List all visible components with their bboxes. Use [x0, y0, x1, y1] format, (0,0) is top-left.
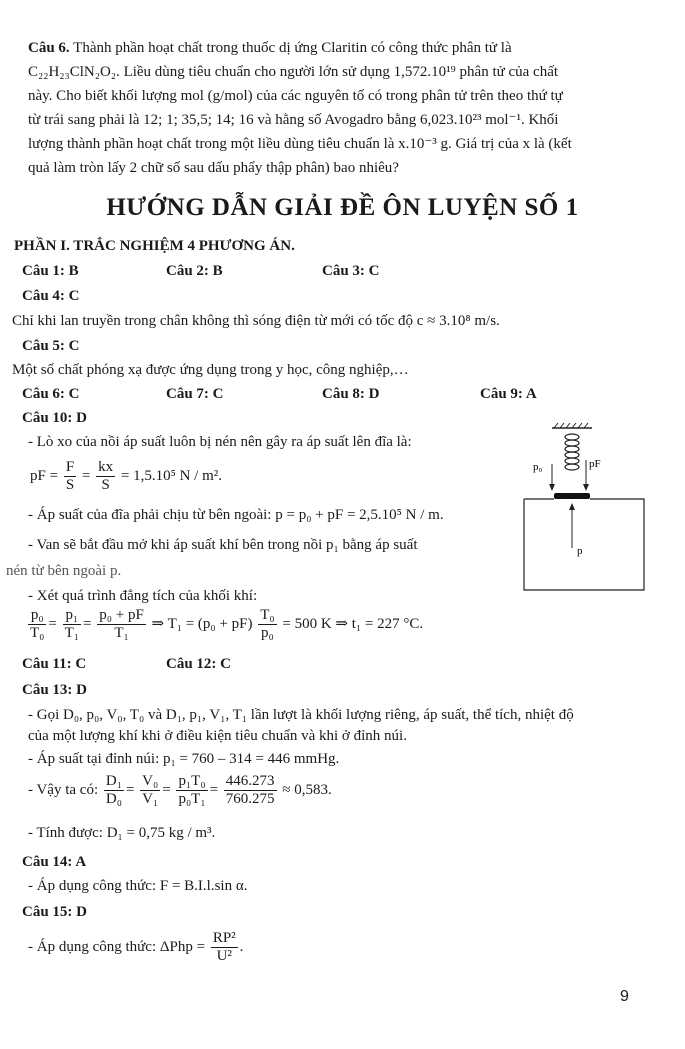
answer-10-line5: nén từ bên ngoài p. [6, 563, 122, 579]
pf-symbol: pF = [30, 467, 59, 484]
answer-13-line3: - Áp suất tại đỉnh núi: p₁ = 760 – 314 = 446 mmHg. [28, 751, 340, 767]
power-loss-lhs: - Áp dụng công thức: ΔPhp = [28, 938, 206, 955]
question-6-line6: quả làm tròn lấy 2 chữ số sau dấu phẩy thập phân) bao nhiêu? [28, 160, 399, 176]
fraction-denominator: T₁ [64, 625, 80, 641]
fraction-numerator: RP² [212, 930, 236, 946]
pressure-valve-figure [520, 420, 655, 592]
fraction-sum-over-t1 [97, 607, 146, 642]
fraction-t0-over-p0 [258, 607, 276, 642]
question-6-line3: này. Cho biết khối lượng mol (g/mol) của các nguyên tố có trong phân tử trên theo thứ tự [28, 88, 563, 104]
fraction-rp2-over-u2 [211, 930, 238, 965]
answer-7: Câu 7: C [166, 386, 224, 402]
answer-13-density-ratio: - Vậy ta có: $\frac{\text{D₁}}{\text{D₀}}$ = $\frac{\text{V₀}}{\text{V₁}}$ = $\frac{\text{p₁T₀}}{\text{p₀T₁}}$ = $\frac{446.273}{760.275}$ ≈ 0,583. [28, 773, 332, 807]
answer-2: Câu 2: B [166, 263, 223, 279]
fraction-denominator: 760.275 [225, 791, 275, 807]
fraction-denominator: S [101, 477, 110, 493]
answer-13-line5: - Tính được: D₁ = 0,75 kg / m³. [28, 825, 216, 841]
fraction-f-over-s [64, 459, 76, 494]
fraction-numerator: p₁ [63, 607, 81, 625]
fraction-denominator: T₀ [30, 625, 45, 641]
question-6-formula: C₂₂H₂₃ClN₂O₂. [28, 64, 120, 80]
answer-10-line6: - Xét quá trình đẳng tích của khối khí: [28, 588, 258, 604]
fraction-numerator: kx [98, 459, 114, 475]
fraction-denominator: S [65, 477, 75, 493]
power-loss-end: . [239, 938, 244, 955]
answer-4: Câu 4: C [22, 288, 80, 304]
label-pf: pF [589, 458, 601, 470]
answer-13-line1: - Gọi D₀, p₀, V₀, T₀ và D₁, p₁, V₁, T₁ lần lượt là khối lượng riêng, áp suất, thể tích, nhiệt độ [28, 707, 574, 723]
question-6 [28, 36, 648, 180]
equation-end: = 500 K ⇒ t₁ = 227 °C. [282, 615, 424, 632]
fraction-numerator: D₁ [105, 773, 122, 789]
arrow-p-head [569, 503, 575, 510]
answer-5: Câu 5: C [22, 338, 80, 354]
ratio-intro: - Vậy ta có: [28, 781, 99, 798]
page-title: HƯỚNG DẪN GIẢI ĐỀ ÔN LUYỆN SỐ 1 [106, 194, 579, 221]
question-6-line2: Liều dùng tiêu chuẩn cho người lớn sử dụng 1,572.10¹⁹ phân tử của chất [123, 64, 559, 80]
answer-14-formula: - Áp dụng công thức: F = B.I.l.sin α. [28, 878, 248, 894]
answer-1: Câu 1: B [22, 263, 79, 279]
fraction-denominator: D₀ [105, 791, 122, 807]
fraction-numeric [224, 773, 277, 808]
fraction-pt-over-pt [176, 773, 207, 808]
answer-12: Câu 12: C [166, 656, 232, 672]
answer-15: Câu 15: D [22, 904, 88, 920]
question-6-label: Câu 6. [28, 40, 70, 56]
pf-result: = 1,5.10⁵ N / m². [120, 467, 222, 484]
fraction-denominator: V₁ [142, 791, 159, 807]
label-p0: p₀ [533, 461, 543, 473]
answer-8: Câu 8: D [322, 386, 380, 402]
ratio-result: ≈ 0,583. [282, 781, 332, 798]
answer-4-explanation: Chỉ khi lan truyền trong chân không thì sóng điện từ mới có tốc độ c ≈ 3.10⁸ m/s. [12, 313, 500, 329]
label-p: p [577, 545, 583, 557]
fraction-p0-over-t0 [28, 607, 46, 642]
fraction-denominator: p₀ [261, 625, 274, 641]
fraction-denominator: p₀T₁ [178, 791, 206, 807]
answer-9: Câu 9: A [480, 386, 537, 402]
valve-disc [554, 493, 590, 499]
fraction-numerator: 446.273 [225, 773, 275, 789]
equation-mid: ⇒ T₁ = (p₀ + pF) [151, 615, 253, 632]
page-number: 9 [620, 988, 629, 1005]
fraction-denominator: T₁ [114, 625, 129, 641]
fraction-numerator: F [65, 459, 75, 475]
fraction-v0-over-v1 [140, 773, 160, 808]
arrow-pf-head [583, 484, 589, 491]
answer-5-explanation: Một số chất phóng xạ được ứng dụng trong y học, công nghiệp,… [12, 362, 409, 378]
answer-3: Câu 3: C [322, 263, 380, 279]
arrow-p0-head [549, 484, 555, 491]
fraction-numerator: p₀ + pF [99, 607, 144, 623]
spring-coil [565, 434, 579, 470]
answer-13: Câu 13: D [22, 682, 88, 698]
answer-10-pressure-formula: pF = $\frac{F}{S}$ = $\frac{kx}{S}$ = 1,5.10⁵ N / m². [30, 459, 222, 493]
answer-14: Câu 14: A [22, 854, 87, 870]
answer-11: Câu 11: C [22, 656, 87, 672]
fraction-denominator: U² [216, 948, 232, 964]
fraction-numerator: T₀ [260, 607, 275, 623]
answer-10-line3: - Áp suất của đĩa phải chịu từ bên ngoài: p = p₀ + pF = 2,5.10⁵ N / m. [28, 507, 444, 523]
question-6-line1: Thành phần hoạt chất trong thuốc dị ứng Claritin có công thức phân tử là [73, 40, 512, 56]
answer-13-line2: của một lượng khí khi ở điều kiện tiêu chuẩn và khi ở đỉnh núi. [28, 728, 407, 744]
fraction-p1-over-t1 [63, 607, 81, 642]
answer-6: Câu 6: C [22, 386, 80, 402]
fraction-numerator: V₀ [142, 773, 159, 789]
question-6-line4: từ trái sang phải là 12; 1; 35,5; 14; 16 và hằng số Avogadro bằng 6,023.10²³ mol⁻¹. Khối [28, 112, 559, 128]
answer-10-isochoric-equation: $\frac{\text{p₀}}{\text{T₀}}$ = $\frac{\text{p₁}}{\text{T₁}}$ = $\frac{\text{p₀ + pF}}{\text{T₁}}$ ⇒ T₁ = (p₀ + pF) $\frac{\text{T₀}}{\text{p₀}}$ = 500 K ⇒ t₁ = 227 °C. [30, 607, 424, 641]
answer-10: Câu 10: D [22, 410, 88, 426]
fraction-numerator: p₁T₀ [178, 773, 206, 789]
answer-15-formula [28, 930, 243, 965]
answer-10-line4: - Van sẽ bắt đầu mở khi áp suất khí bên trong nồi p₁ bằng áp suất [28, 537, 418, 553]
fraction-numerator: p₀ [28, 607, 46, 625]
pot-body [524, 499, 644, 590]
fraction-d1-over-d0 [104, 773, 124, 808]
fraction-kx-over-s [96, 459, 115, 494]
section-heading: PHẦN I. TRẮC NGHIỆM 4 PHƯƠNG ÁN. [14, 238, 295, 254]
answer-10-line1: - Lò xo của nồi áp suất luôn bị nén nên gây ra áp suất lên đĩa là: [28, 434, 412, 450]
question-6-line5: lượng thành phần hoạt chất trong một liều dùng tiêu chuẩn là x.10⁻³ g. Giá trị của x là (kết [28, 136, 572, 152]
